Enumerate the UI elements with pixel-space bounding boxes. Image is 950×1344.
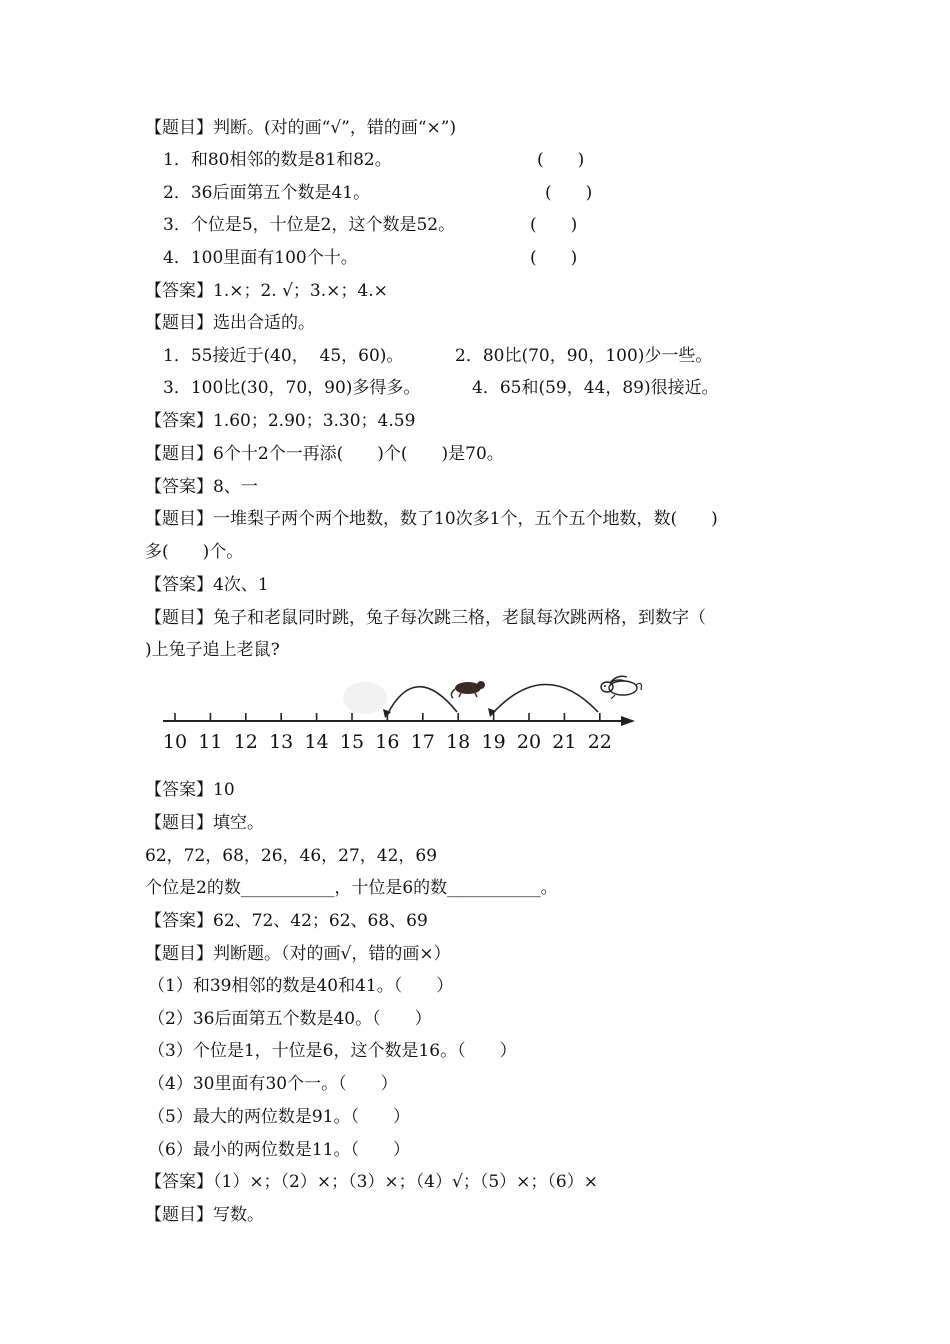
mouse-icon: [451, 681, 485, 698]
q4-title-line-1: 【题目】一堆梨子两个两个地数，数了10次多1个，五个五个地数，数( ): [145, 509, 718, 529]
q1-item-4-blank: ( ): [530, 248, 578, 268]
q1-item-3: 3．个位是5，十位是2，这个数是52。: [163, 215, 456, 235]
rabbit-jump-arc: [492, 684, 598, 714]
q3-title: 【题目】6个十2个一再添( )个( )是70。: [145, 444, 504, 464]
number-line-label: 14: [304, 731, 329, 753]
q6-fill-line: 个位是2的数___________，十位是6的数___________。: [145, 878, 558, 898]
number-line-label: 12: [233, 731, 258, 753]
q2-item-3: 3．100比(30，70，90)多得多。: [163, 378, 421, 398]
q3-answer: 【答案】8、一: [145, 477, 258, 497]
q7-title: 【题目】判断题。（对的画√，错的画×）: [145, 944, 451, 964]
number-line-label: 19: [481, 731, 506, 753]
number-line-label: 13: [269, 731, 294, 753]
q5-answer: 【答案】10: [145, 780, 235, 800]
axis-arrow-icon: [621, 716, 635, 726]
q1-item-3-blank: ( ): [530, 215, 578, 235]
number-line-label: 18: [446, 731, 471, 753]
q7-answer: 【答案】（1）×；（2）×；（3）×；（4）√；（5）×；（6）×: [145, 1172, 598, 1192]
q4-title-line-2: 多( )个。: [145, 542, 244, 562]
background-smudge: [343, 682, 387, 714]
number-line-figure: [155, 668, 655, 763]
q2-title: 【题目】选出合适的。: [145, 313, 315, 333]
q2-item-2: 2．80比(70，90，100)少一些。: [455, 346, 713, 366]
q7-item-1: （1）和39相邻的数是40和41。（ ）: [148, 976, 454, 996]
number-line-label: 22: [587, 731, 612, 753]
rabbit-jump-arrowhead-icon: [488, 708, 496, 717]
q1-item-2: 2．36后面第五个数是41。: [163, 183, 371, 203]
q5-title-line-1: 【题目】兔子和老鼠同时跳，兔子每次跳三格，老鼠每次跳两格，到数字（: [145, 608, 706, 628]
q6-answer: 【答案】62、72、42；62、68、69: [145, 911, 428, 931]
number-line-label: 20: [516, 731, 542, 753]
q7-item-5: （5）最大的两位数是91。（ ）: [148, 1107, 410, 1127]
q1-answer: 【答案】1.×；2. √；3.×；4.×: [145, 281, 388, 301]
q7-item-2: （2）36后面第五个数是40。（ ）: [148, 1009, 432, 1029]
number-line-label: 21: [552, 731, 577, 753]
q2-item-4: 4．65和(59，44，89)很接近。: [472, 378, 719, 398]
number-line-label: 17: [410, 731, 435, 753]
q6-numbers: 62，72，68，26，46，27，42，69: [145, 846, 438, 866]
q1-item-4: 4．100里面有100个十。: [163, 248, 358, 268]
q7-item-3: （3）个位是1，十位是6，这个数是16。（ ）: [148, 1041, 517, 1061]
q2-item-1: 1．55接近于(40， 45，60)。: [163, 346, 404, 366]
number-line-labels: [163, 731, 612, 753]
q7-item-6: （6）最小的两位数是11。（ ）: [148, 1140, 410, 1160]
q6-title: 【题目】填空。: [145, 813, 264, 833]
q8-title: 【题目】写数。: [145, 1205, 264, 1225]
q5-title-line-2: )上兔子追上老鼠?: [145, 640, 280, 660]
q1-item-1-blank: ( ): [537, 150, 585, 170]
q1-item-2-blank: ( ): [545, 183, 593, 203]
number-line-label: 10: [162, 731, 188, 753]
q2-answer: 【答案】1.60；2.90；3.30；4.59: [145, 411, 416, 431]
number-line-label: 15: [339, 731, 365, 753]
q4-answer: 【答案】4次、1: [145, 575, 269, 595]
rabbit-icon: [601, 676, 641, 699]
q7-item-4: （4）30里面有30个一。（ ）: [148, 1074, 398, 1094]
number-line-label: 16: [375, 731, 400, 753]
number-line-label: 11: [198, 731, 223, 753]
q1-item-1: 1．和80相邻的数是81和82。: [163, 150, 392, 170]
q1-title: 【题目】判断。(对的画“√”，错的画“×”): [145, 118, 457, 138]
mouse-jump-arc: [387, 687, 457, 715]
